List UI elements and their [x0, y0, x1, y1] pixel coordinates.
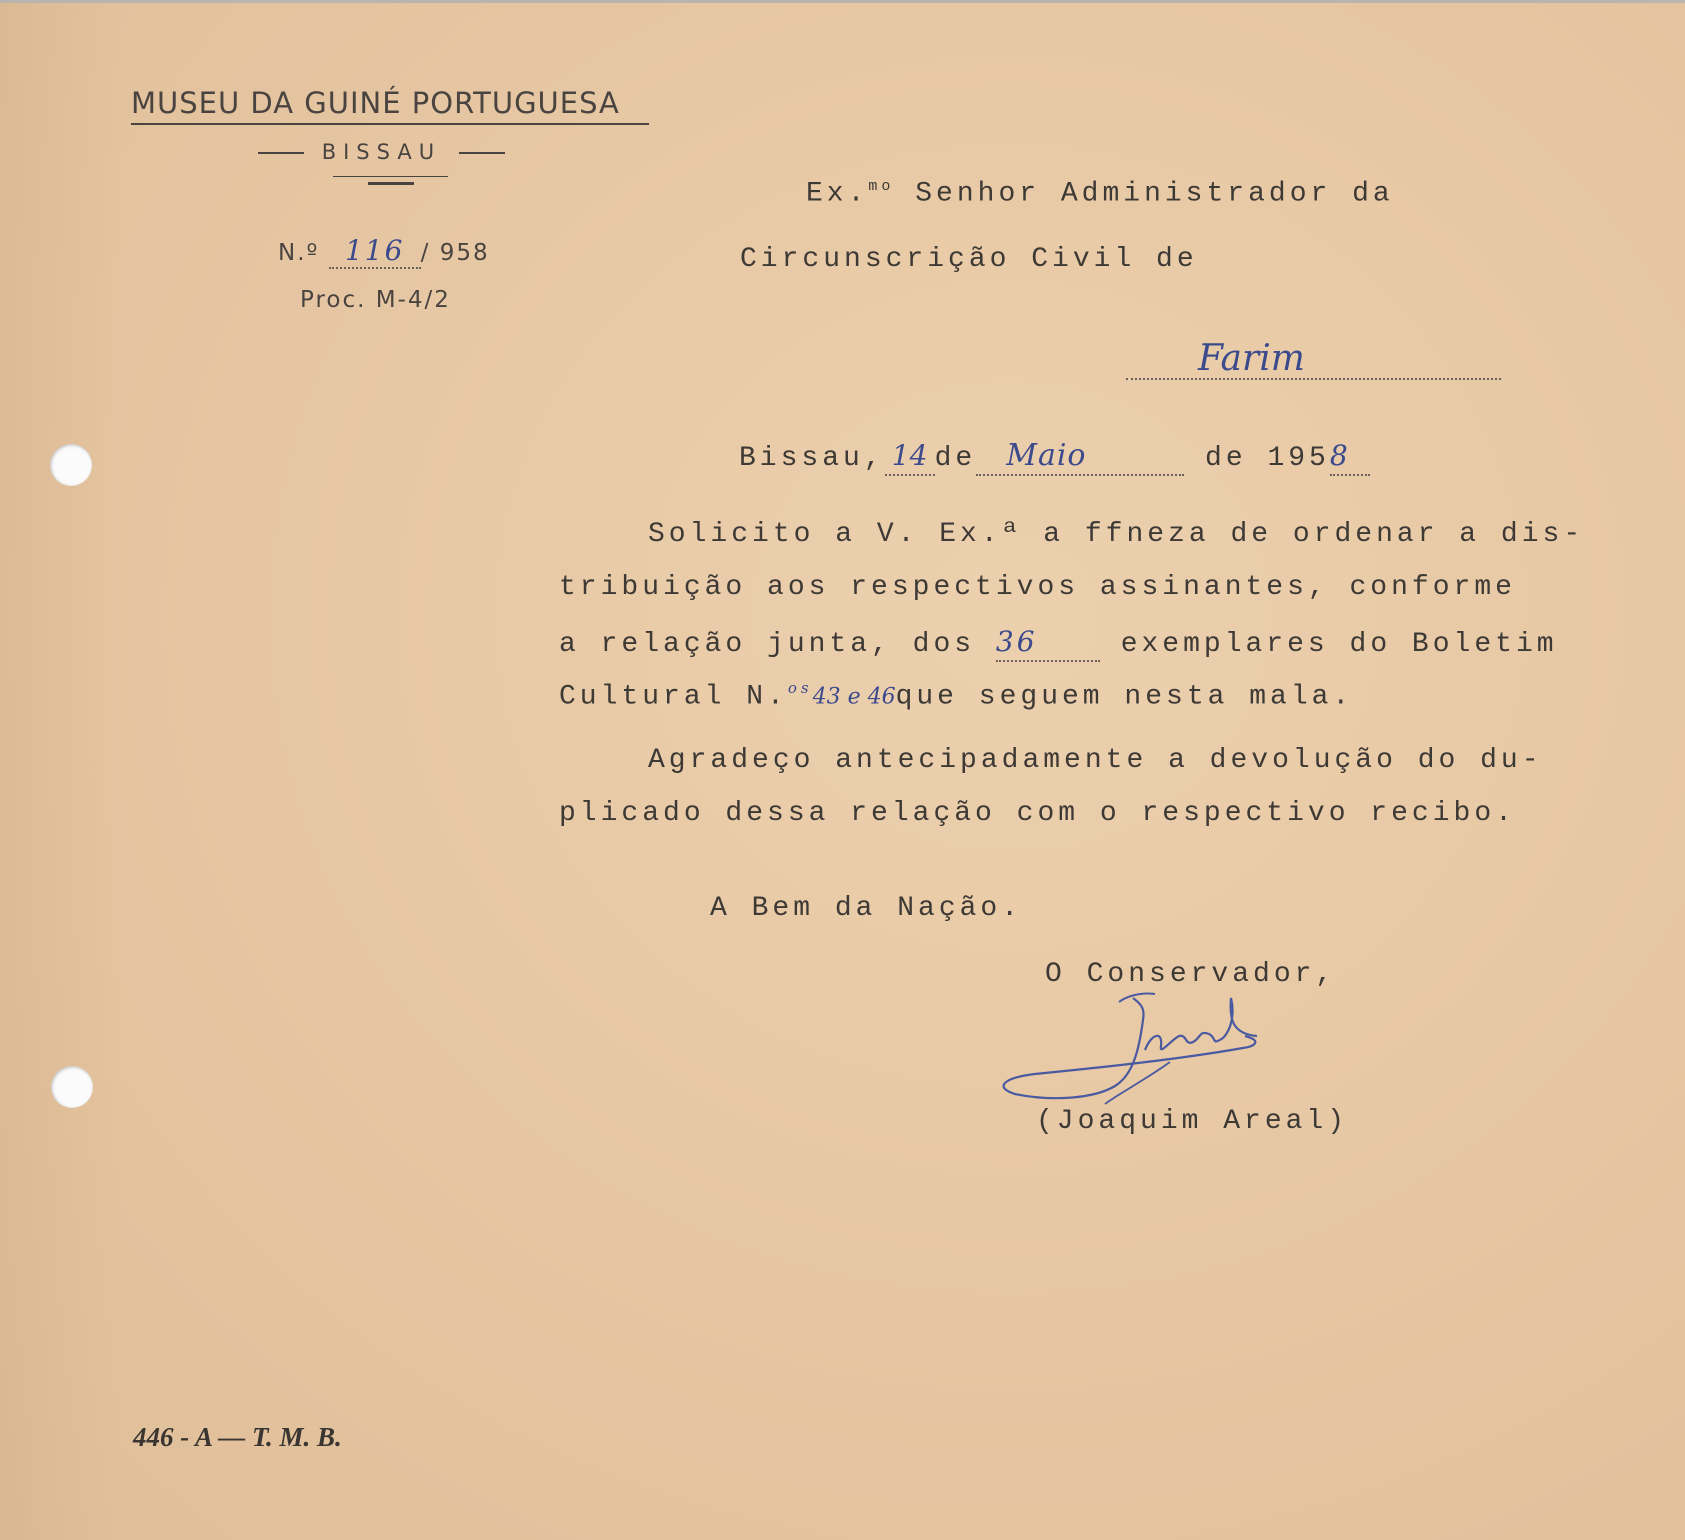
letterhead-rule: [131, 123, 649, 125]
punch-hole-top: [50, 444, 92, 486]
paragraph-1-line-3: [559, 625, 1558, 662]
year-field: [1330, 439, 1370, 476]
day-field: [885, 439, 935, 476]
dash-left: [258, 152, 304, 154]
date-de-2: de 195: [1205, 443, 1330, 474]
paragraph-1-line-2: tribuição aos respectivos assinantes, conforme: [559, 572, 1516, 603]
issue-numbers-handwritten: 43 e 46: [812, 684, 896, 710]
process-reference: Proc. M-4/2: [300, 287, 451, 313]
copies-handwritten: 36: [995, 625, 1038, 658]
dash-right: [459, 152, 505, 154]
month-field: [976, 438, 1184, 476]
day-handwritten: 14: [891, 439, 928, 472]
punch-hole-bottom: [51, 1066, 93, 1108]
city-line: [258, 140, 505, 164]
salutation: A Bem da Nação.: [710, 893, 1023, 924]
addressee-line-2: Circunscrição Civil de: [740, 244, 1198, 275]
month-handwritten: Maio: [1006, 438, 1087, 473]
signatory-name: (Joaquim Areal): [1036, 1106, 1349, 1137]
addressee-prefix: Ex.: [806, 178, 869, 210]
number-handwritten: 116: [344, 234, 405, 267]
line3-text-b: exemplares do Boletim: [1120, 629, 1558, 660]
addressee-sup: mo: [868, 178, 895, 195]
paragraph-1-line-1: Solicito a V. Ex.ª a ffneza de ordenar a dis-: [648, 519, 1585, 550]
number-prefix: N.º: [278, 240, 320, 266]
short-rule: [333, 176, 448, 177]
year-handwritten: 8: [1329, 439, 1348, 472]
line4-text-a: Cultural N.: [559, 681, 788, 713]
addressee-line-1: [806, 178, 1394, 209]
city-name: BISSAU: [321, 140, 442, 164]
paper-top-edge: [0, 0, 1685, 3]
place-dotted-line: [1126, 338, 1501, 380]
place-field: [1126, 338, 1501, 380]
short-rule-thick: [368, 182, 414, 185]
line3-text-a: a relação junta, dos: [559, 629, 976, 660]
number-field: [329, 234, 421, 269]
dateline: [739, 438, 1370, 476]
date-de-1: de: [934, 443, 977, 474]
addressee-title: Senhor Administrador da: [915, 178, 1394, 210]
place-handwritten: Farim: [1198, 338, 1305, 379]
paragraph-1-line-4: [559, 679, 1353, 712]
line4-text-b: que seguem nesta mala.: [895, 681, 1354, 713]
institution-name: MUSEU DA GUINÉ PORTUGUESA: [131, 86, 620, 120]
line4-sup: os: [787, 679, 813, 697]
paragraph-2-line-1: Agradeço antecipadamente a devolução do du-: [648, 745, 1543, 776]
handwritten-signature: [995, 990, 1335, 1110]
date-city: Bissau,: [739, 443, 885, 474]
copies-field: [996, 625, 1100, 662]
reference-number: [278, 234, 490, 269]
number-year: / 958: [420, 240, 490, 266]
paragraph-2-line-2: plicado dessa relação com o respectivo recibo.: [559, 798, 1516, 829]
printer-code: 446 - A — T. M. B.: [133, 1422, 342, 1452]
signatory-title: O Conservador,: [1045, 959, 1337, 990]
paper-edge-shadow: [0, 0, 120, 1540]
